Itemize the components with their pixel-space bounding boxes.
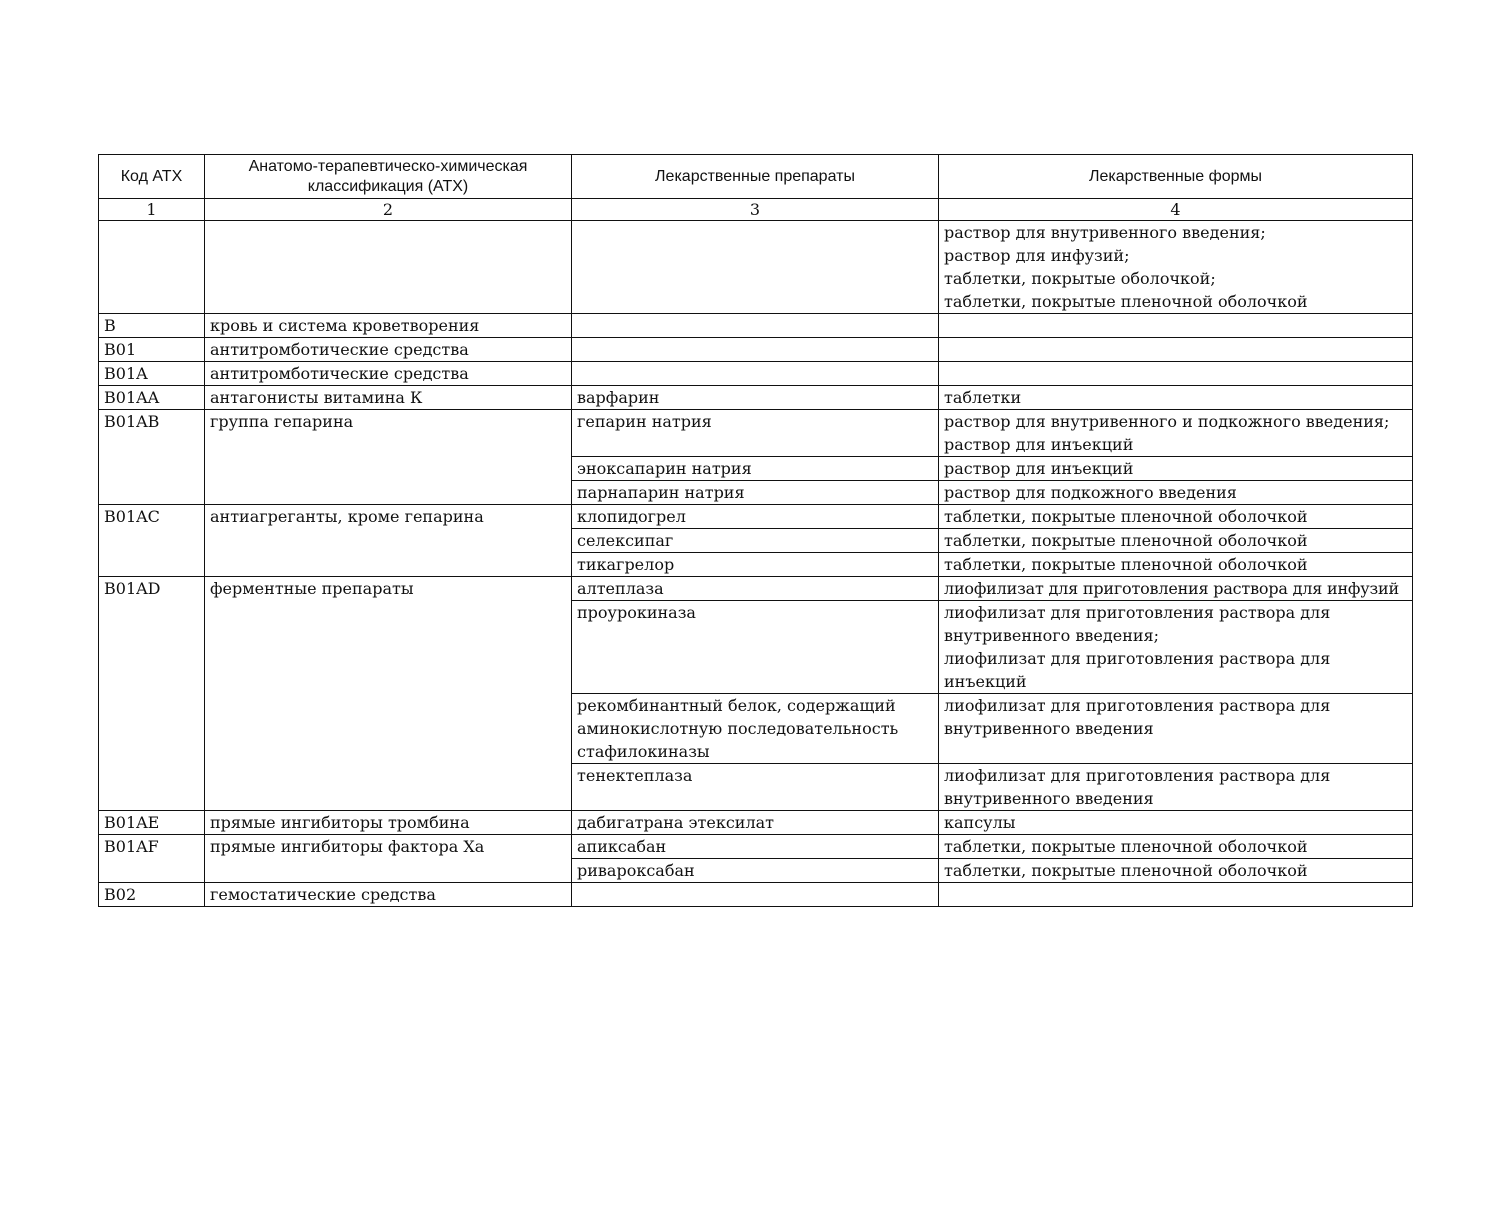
header-drugs: Лекарственные препараты xyxy=(572,155,939,199)
drug-name-line: стафилокиназы xyxy=(577,742,710,761)
drug-cell xyxy=(572,221,939,314)
table-row xyxy=(99,835,1413,859)
drug-name-line: аминокислотную последовательность xyxy=(577,719,899,738)
code-cell: B01AA xyxy=(99,386,205,410)
atx-cell: антагонисты витамина К xyxy=(205,386,572,410)
code-cell: B02 xyxy=(99,883,205,907)
form-line: лиофилизат для приготовления раствора для xyxy=(944,696,1331,715)
drug-cell: тикагрелор xyxy=(572,553,939,577)
form-line: лиофилизат для приготовления раствора для инфузий xyxy=(944,579,1399,598)
form-line: раствор для подкожного введения xyxy=(944,483,1237,502)
header-forms: Лекарственные формы xyxy=(939,155,1413,199)
forms-cell xyxy=(939,577,1413,601)
forms-cell xyxy=(939,386,1413,410)
form-line: капсулы xyxy=(944,813,1016,832)
atx-cell xyxy=(205,221,572,314)
table-row xyxy=(99,314,1413,338)
forms-cell xyxy=(939,883,1413,907)
column-number: 4 xyxy=(939,199,1413,221)
form-line: лиофилизат для приготовления раствора для xyxy=(944,649,1331,668)
forms-cell xyxy=(939,410,1413,457)
drug-cell: селексипаг xyxy=(572,529,939,553)
form-line: таблетки, покрытые оболочкой; xyxy=(944,269,1216,288)
table-row xyxy=(99,883,1413,907)
atx-cell: прямые ингибиторы фактора Xa xyxy=(205,835,572,883)
atx-cell: прямые ингибиторы тромбина xyxy=(205,811,572,835)
table-row xyxy=(99,386,1413,410)
drug-cell: ривароксабан xyxy=(572,859,939,883)
forms-cell xyxy=(939,338,1413,362)
drug-cell: тенектеплаза xyxy=(572,764,939,811)
drug-cell xyxy=(572,314,939,338)
code-cell: B01AD xyxy=(99,577,205,811)
forms-cell xyxy=(939,764,1413,811)
drug-cell xyxy=(572,883,939,907)
form-line: таблетки, покрытые пленочной оболочкой xyxy=(944,861,1308,880)
forms-cell xyxy=(939,529,1413,553)
table-row xyxy=(99,221,1413,314)
form-line: раствор для инъекций xyxy=(944,435,1134,454)
forms-cell xyxy=(939,811,1413,835)
table-row xyxy=(99,410,1413,457)
form-line: таблетки, покрытые пленочной оболочкой xyxy=(944,507,1308,526)
forms-cell xyxy=(939,835,1413,859)
table-row xyxy=(99,811,1413,835)
column-number: 3 xyxy=(572,199,939,221)
forms-cell xyxy=(939,362,1413,386)
form-line: раствор для внутривенного и подкожного введения; xyxy=(944,412,1390,431)
atx-cell: гемостатические средства xyxy=(205,883,572,907)
drug-cell: эноксапарин натрия xyxy=(572,457,939,481)
drug-cell: клопидогрел xyxy=(572,505,939,529)
column-number-row xyxy=(99,199,1413,221)
drug-cell xyxy=(572,362,939,386)
atx-cell: антитромботические средства xyxy=(205,338,572,362)
atx-cell: антитромботические средства xyxy=(205,362,572,386)
code-cell: B01 xyxy=(99,338,205,362)
table-row xyxy=(99,338,1413,362)
drug-cell: варфарин xyxy=(572,386,939,410)
form-line: таблетки, покрытые пленочной оболочкой xyxy=(944,531,1308,550)
table-row xyxy=(99,362,1413,386)
column-number: 1 xyxy=(99,199,205,221)
forms-cell xyxy=(939,221,1413,314)
drug-cell: дабигатрана этексилат xyxy=(572,811,939,835)
atx-cell: кровь и система кроветворения xyxy=(205,314,572,338)
form-line: таблетки, покрытые пленочной оболочкой xyxy=(944,555,1308,574)
code-cell: B01AE xyxy=(99,811,205,835)
atx-cell: антиагреганты, кроме гепарина xyxy=(205,505,572,577)
code-cell: B01AF xyxy=(99,835,205,883)
drug-cell: проурокиназа xyxy=(572,601,939,694)
forms-cell xyxy=(939,694,1413,764)
form-line: раствор для инфузий; xyxy=(944,246,1130,265)
forms-cell xyxy=(939,601,1413,694)
form-line: лиофилизат для приготовления раствора для xyxy=(944,766,1331,785)
table-row xyxy=(99,505,1413,529)
drug-cell: гепарин натрия xyxy=(572,410,939,457)
forms-cell xyxy=(939,859,1413,883)
form-line: инъекций xyxy=(944,672,1027,691)
drug-cell: апиксабан xyxy=(572,835,939,859)
form-line: раствор для внутривенного введения; xyxy=(944,223,1266,242)
drug-cell xyxy=(572,694,939,764)
form-line: внутривенного введения xyxy=(944,719,1154,738)
forms-cell xyxy=(939,457,1413,481)
code-cell: B01AB xyxy=(99,410,205,505)
form-line: внутривенного введения; xyxy=(944,626,1159,645)
code-cell: B01AC xyxy=(99,505,205,577)
drug-cell: алтеплаза xyxy=(572,577,939,601)
forms-cell xyxy=(939,553,1413,577)
forms-cell xyxy=(939,314,1413,338)
atx-cell: ферментные препараты xyxy=(205,577,572,811)
header-atx: Анатомо-терапевтическо-химическая классификация (АТХ) xyxy=(205,155,572,199)
form-line: лиофилизат для приготовления раствора для xyxy=(944,603,1331,622)
forms-cell xyxy=(939,505,1413,529)
form-line: таблетки xyxy=(944,388,1022,407)
header-code: Код АТХ xyxy=(99,155,205,199)
form-line: раствор для инъекций xyxy=(944,459,1134,478)
atx-table xyxy=(98,154,1413,907)
form-line: внутривенного введения xyxy=(944,789,1154,808)
drug-cell xyxy=(572,338,939,362)
form-line: таблетки, покрытые пленочной оболочкой xyxy=(944,292,1308,311)
column-number: 2 xyxy=(205,199,572,221)
atx-cell: группа гепарина xyxy=(205,410,572,505)
code-cell: B01A xyxy=(99,362,205,386)
header-row xyxy=(99,155,1413,199)
code-cell xyxy=(99,221,205,314)
form-line: таблетки, покрытые пленочной оболочкой xyxy=(944,837,1308,856)
code-cell: B xyxy=(99,314,205,338)
drug-name-line: рекомбинантный белок, содержащий xyxy=(577,696,896,715)
forms-cell xyxy=(939,481,1413,505)
drug-cell: парнапарин натрия xyxy=(572,481,939,505)
table-row xyxy=(99,577,1413,601)
